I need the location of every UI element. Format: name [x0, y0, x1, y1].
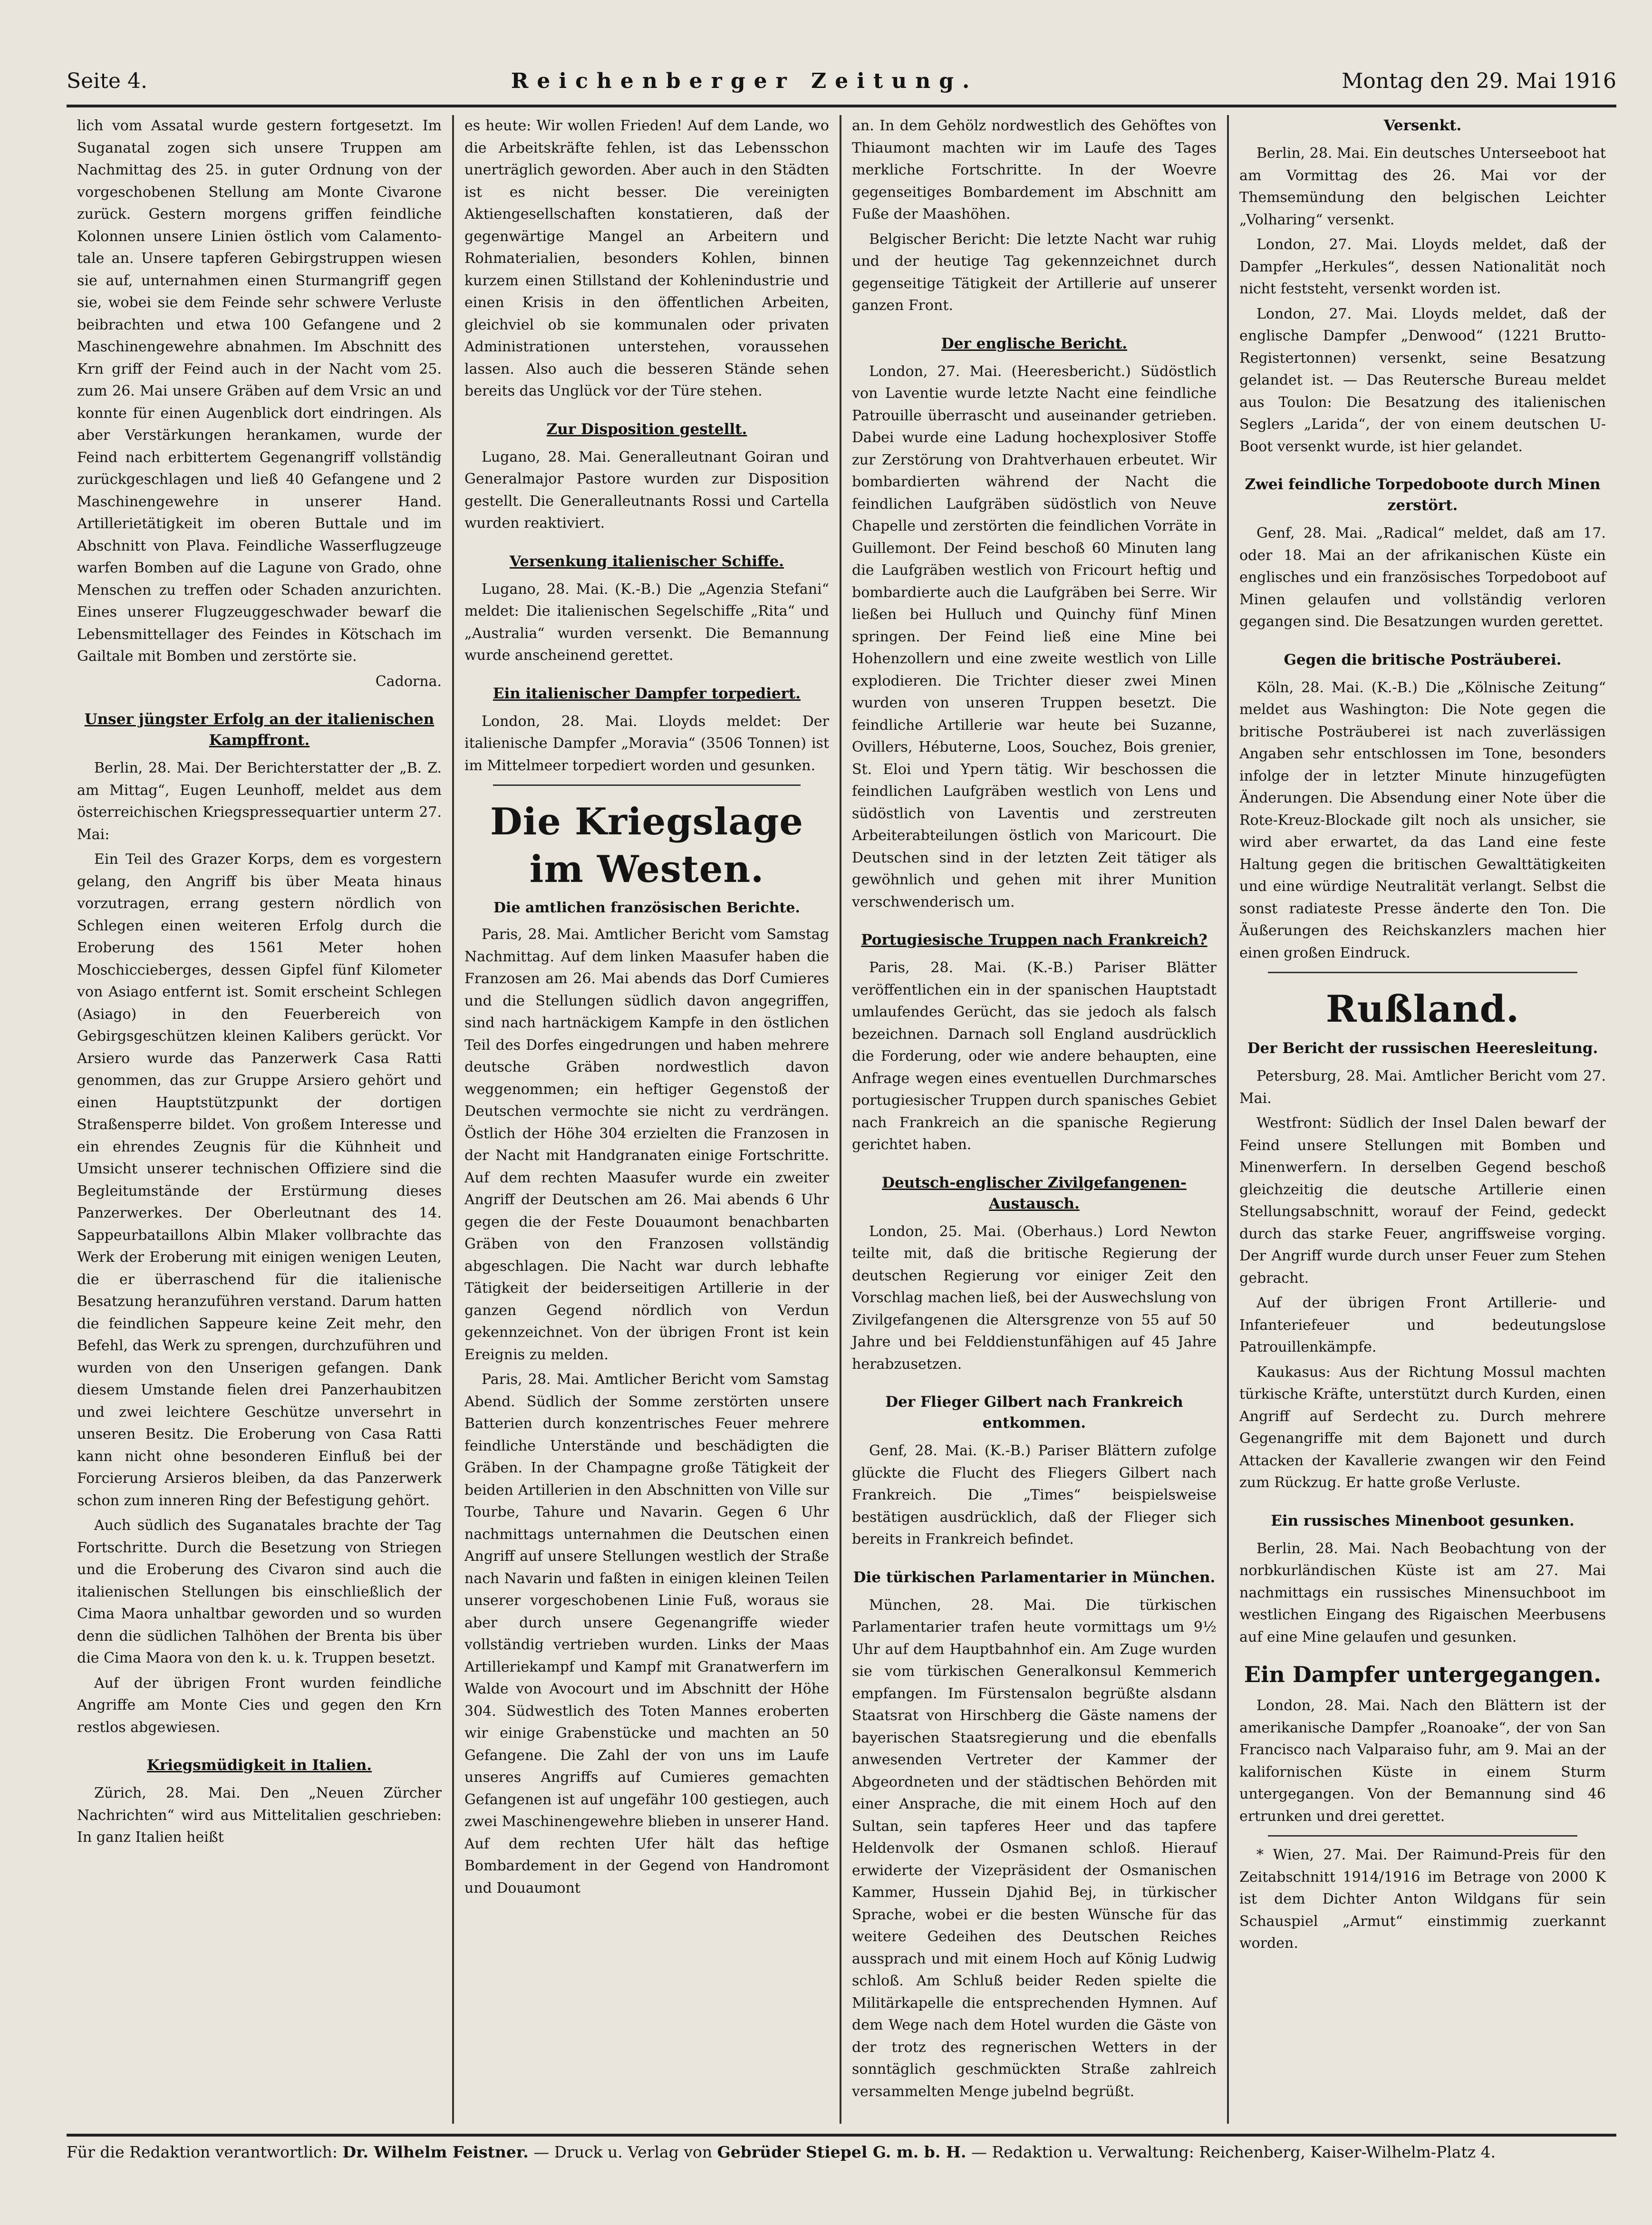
article-paragraph: Auf der übrigen Front wurden feindliche Angriffe am Monte Cies und gegen den Krn restlos abgewiesen. [77, 1674, 442, 1736]
article-paragraph: Auf der übrigen Front Artillerie- und Infanteriefeuer und bedeutungslose Patrouillenkämpfe. [1239, 1295, 1606, 1355]
article-paragraph: Ein Teil des Grazer Korps, dem es vorgestern gelang, den Angriff bis über Meata hinaus vorzutragen, errang gestern nördlich von Schlegen einen weiteren Erfolg durch die Eroberung des 1561 Meter hohen Moschiccieberges, dessen Gipfel fünf Kilometer von Asiago entfernt ist. Somit erscheint Schlegen (Asiago) in den Feuerbereich von Gebirgsgeschützen kleinen Kalibers gerückt. Vor Arsiero wurde das Panzerwerk Casa Ratti genommen, das zur Gruppe Arsiero gehört und einen Hauptstützpunkt der dortigen Straßensperre bildet. Von großem Interesse und ein ehrendes Zeugnis für die Kühnheit und Umsicht unserer technischen Offiziere sind die Begleitumstände der Erstürmung dieses Panzerwerkes. Der Oberleutnant des 14. Sappeurbataillons Albin Mlaker vollbrachte das Werk der Eroberung mit einigen wenigen Leuten, die er überraschend für die italienische Besatzung heranzuführen verstand. Darum hatten die feindlichen Sappeure keine Zeit mehr, den Befehl, das Werk zu sprengen, durchzuführen und wurden von den Unserigen gefangen. Dank diesem Umstande fielen drei Panzerhaubitzen und zwei leichtere Geschütze unversehrt in unseren Besitz. Die Eroberung von Casa Ratti kann nicht ohne besonderen Einfluß bei der Forcierung Arsieros bleiben, da das Panzerwerk schon zum inneren Ring der Befestigung gehört. [77, 851, 442, 1509]
article-paragraph: Genf, 28. Mai. (K.-B.) Pariser Blättern zufolge glückte die Flucht des Fliegers Gilbert nach Frankreich. Die „Times“ beispielsweise bestätigen ausdrücklich, daß der Flieger sich bereits in Frankreich befindet. [852, 1442, 1217, 1548]
section-divider [1268, 1835, 1577, 1837]
article-paragraph: London, 27. Mai. (Heeresbericht.) Südöstlich von Laventie wurde letzte Nacht eine feindliche Patrouille überrascht und auseinander getrieben. Dabei wurde eine Ladung hochexplosiver Stoffe zur Zerstörung von Drahtverhauen erbeutet. Wir bombardierten während der Nacht die feindlichen Laufgräben südöstlich von Neuve Chapelle und zerstörten die feindlichen Vorräte in Guillemont. Der Feind beschoß 60 Minuten lang die Laufgräben westlich von Fricourt heftig und bombardierte auch die Laufgräben bei Serre. Wir ließen bei Hulluch und Quinchy fünf Minen springen. Der Feind ließ eine Mine bei Hohenzollern und eine zweite westlich von Lille explodieren. Die Trichter dieser zwei Minen wurden von unseren Truppen besetzt. Die feindliche Artillerie war heute bei Suzanne, Ovillers, Hébuterne, Loos, Souchez, Bois grenier, St. Eloi und Ypern tätig. Wir beschossen die feindlichen Laufgräben westlich von Lens und südöstlich von Laventis und zerstreuten Arbeiterabteilungen östlich von Maricourt. Die Deutschen sind in der letzten Zeit tätiger als gewöhnlich und gehen mit ihrer Munition verschwenderisch um. [852, 363, 1217, 910]
section-divider [493, 784, 801, 786]
article-paragraph: Berlin, 28. Mai. Ein deutsches Unterseeboot hat am Vormittag des 26. Mai vor der Themsemündung den belgischen Leichter „Volharing“ versenkt. [1239, 145, 1606, 228]
article-headline: Zwei feindliche Torpedoboote durch Minen zerstört. [1245, 476, 1601, 514]
column-3 [841, 115, 1229, 2124]
article-paragraph: London, 27. Mai. Lloyds meldet, daß der Dampfer „Herkules“, dessen Nationalität noch nicht feststeht, versenkt worden ist. [1239, 236, 1606, 297]
article-paragraph: Genf, 28. Mai. „Radical“ meldet, daß am 17. oder 18. Mai an der afrikanischen Küste ein englisches und ein französisches Torpedoboot auf Minen gelaufen und vollständig verloren gegangen sind. Die Besatzungen wurden gerettet. [1239, 525, 1606, 630]
article-paragraph: Berlin, 28. Mai. Nach Beobachtung von der norbkurländischen Küste ist am 27. Mai nachmittags ein russisches Minensuchboot im westlichen Eingang des Rigaischen Meerbusens auf eine Mine gelaufen und gesunken. [1239, 1540, 1606, 1645]
columns [67, 115, 1616, 2124]
article-paragraph: lich vom Assatal wurde gestern fortgesetzt. Im Suganatal zogen sich unsere Truppen am Nachmittag des 25. in guter Ordnung von der vorgeschobenen Stellung am Monte Civarone zurück. Gestern morgens griffen feindliche Kolonnen unsere Linien östlich vom Calamento-tale an. Unsere tapferen Gebirgstruppen wiesen sie auf, unternahmen einen Sturmangriff gegen sie, wobei sie dem Feinde sehr schwere Verluste beibrachten und etwa 100 Gefangene und 2 Maschinengewehre abnahmen. Im Abschnitt des Krn griff der Feind auch in der Nacht vom 25. zum 26. Mai unsere Gräben auf dem Vrsic an und konnte für einen Augenblick dort eindringen. Als aber Verstärkungen herankamen, wurde der Feind nach erbittertem Gegenangriff vollständig zurückgeschlagen und ließ 40 Gefangene und 2 Maschinengewehre in unserer Hand. Artillerietätigkeit im oberen Buttale und im Abschnitt von Plava. Feindliche Wasserflugzeuge warfen Bomben auf die Lagune von Grado, ohne Menschen zu treffen oder Schaden anzurichten. Eines unserer Flugzeuggeschwader bewarf die Lebensmittellager des Feindes in Kötschach im Gailtale mit Bomben und zerstörte sie. [77, 117, 442, 665]
article-headline: Versenkung italienischer Schiffe. [509, 552, 784, 570]
article-paragraph: Kaukasus: Aus der Richtung Mossul machten türkische Kräfte, unterstützt durch Kurden, einen Angriff auf Serdecht zu. Durch mehrere Gegenangriffe mit dem Bajonett und durch Attacken der Kavallerie zwangen wir den Feind zum Rückzug. Er hatte große Verluste. [1239, 1364, 1606, 1491]
newspaper-title: Reichenberger Zeitung. [511, 68, 978, 93]
column-1 [67, 115, 454, 2124]
article-headline: Portugiesische Truppen nach Frankreich? [861, 931, 1208, 948]
section-headline-west: Die Kriegslage im Westen. [490, 800, 803, 891]
article-paragraph: an. In dem Gehölz nordwestlich des Gehöftes von Thiaumont machten wir im Laufe des Tages merkliche Fortschritte. In der Woevre gegenseitiges Bombardement im Abschnitt am Fuße der Maashöhen. [852, 117, 1217, 222]
issue-date: Montag den 29. Mai 1916 [1342, 68, 1616, 93]
newspaper-page [67, 57, 1616, 2187]
article-paragraph: Berlin, 28. Mai. Der Berichterstatter der „B. Z. am Mittag“, Eugen Leunhoff, meldet aus dem österreichischen Kriegspressequartier unterm 27. Mai: [77, 760, 442, 843]
article-headline: Kriegsmüdigkeit in Italien. [146, 1757, 372, 1774]
column-2 [454, 115, 841, 2124]
article-paragraph: * Wien, 27. Mai. Der Raimund-Preis für den Zeitabschnitt 1914/1916 im Betrage von 2000 K ist dem Dichter Anton Wildgans für sein Schauspiel „Armut“ einstimmig zuerkannt worden. [1239, 1847, 1606, 1952]
article-headline: Der Flieger Gilbert nach Frankreich entkommen. [885, 1393, 1183, 1432]
article-paragraph: Lugano, 28. Mai. Generalleutnant Goiran und Generalmajor Pastore wurden zur Disposition gestellt. Die Generalleutnants Rossi und Cartella wurden reaktiviert. [464, 448, 829, 532]
section-divider [1268, 972, 1577, 973]
section-subheadline: Die amtlichen französischen Berichte. [493, 900, 800, 916]
column-4 [1229, 115, 1616, 2124]
page-number: Seite 4. [67, 68, 147, 93]
article-paragraph: Petersburg, 28. Mai. Amtlicher Bericht vom 27. Mai. [1239, 1068, 1606, 1107]
article-paragraph: Westfront: Südlich der Insel Dalen bewarf der Feind unsere Stellungen mit Bomben und Minenwerfern. In derselben Gegend beschoß gleichzeitig die deutsche Artillerie einen Stellungsabschnitt, worauf der Feind, gedeckt durch das starke Feuer, angriffsweise vorging. Der Angriff wurde durch unser Feuer zum Stehen gebracht. [1239, 1115, 1606, 1287]
imprint-print: — Druck u. Verlag von [533, 2143, 713, 2161]
article-headline: Zur Disposition gestellt. [546, 420, 747, 438]
article-headline: Unser jüngster Erfolg an der italienischen Kampffront. [84, 711, 435, 749]
masthead [67, 57, 1616, 107]
article-paragraph: Auch südlich des Suganatales brachte der Tag Fortschritte. Durch die Besetzung von Striegen und die Eroberung des Civaron sind auch die italienischen Stellungen bis einschließlich der Cima Maora unhaltbar geworden und so wurden denn die südlichen Talhöhen der Brenta bis über die Cima Maora von den k. u. k. Truppen besetzt. [77, 1517, 442, 1666]
article-headline: Ein russisches Minenboot gesunken. [1271, 1512, 1575, 1529]
article-paragraph: Köln, 28. Mai. (K.-B.) Die „Kölnische Zeitung“ meldet aus Washington: Die Note gegen die britische Posträuberei ist nach zuverlässigen Angaben sehr entschlossen im Tone, besonders infolge der in letzter Minute hinzugefügten Änderungen. Die Absendung einer Note über die Rote-Kreuz-Blockade gilt noch als unsicher, sie wird aber erwartet, da das Land eine feste Haltung gegen die britischen Gewalttätigkeiten und eine würdige Neutralität verlangt. Selbst die sonst radiateste Presse änderte den Ton. Die Äußerungen des Reichskanzlers machen hier einen großen Eindruck. [1239, 679, 1606, 961]
article-paragraph: München, 28. Mai. Die türkischen Parlamentarier trafen heute vormittags um 9½ Uhr auf dem Hauptbahnhof ein. Am Zuge wurden sie vom türkischen Generalkonsul Kemmerich empfangen. Im Fürstensalon begrüßte alsdann Staatsrat von Hirschberg die Gäste namens der bayerischen Staatsregierung und die ebenfalls anwesenden Vertreter der Kammer der Abgeordneten und der städtischen Behörden mit einer Ansprache, die mit einem Hoch auf den Sultan, sein tapferes Heer und das tapfere Heldenvolk der Osmanen schloß. Hierauf erwiderte der Vizepräsident der Osmanischen Kammer, Hussein Djahid Bej, in türkischer Sprache, wobei er die besten Wünsche für das weitere Gedeihen des Deutschen Reiches aussprach und mit einem Hoch auf König Ludwig schloß. Am Schluß beider Reden spielte die Militärkapelle die entsprechenden Hymnen. Auf dem Wege nach dem Hotel wurden die Gäste von der trotz des regnerischen Wetters in der sonntäglich geschmückten Straße zahlreich versammelten Menge jubelnd begrüßt. [852, 1596, 1217, 2100]
article-headline: Der Bericht der russischen Heeresleitung. [1247, 1040, 1598, 1057]
article-paragraph: Belgischer Bericht: Die letzte Nacht war ruhig und der heutige Tag gekennzeichnet durch gegenseitige Tätigkeit der Artillerie auf unserer ganzen Front. [852, 231, 1217, 314]
imprint-footer [67, 2134, 1616, 2170]
article-headline: Der englische Bericht. [941, 335, 1128, 352]
article-paragraph: Paris, 28. Mai. Amtlicher Bericht vom Samstag Abend. Südlich der Somme zerstörten unsere Batterien durch konzentrisches Feuer mehrere feindliche Unterstände und beschädigten die Gräben. In der Champagne große Tätigkeit der beiden Artillerien in den Abschnitten von Ville sur Tourbe, Tahure und Navarin. Gegen 6 Uhr nachmittags unternahmen die Deutschen einen Angriff auf unsere Stellungen westlich der Straße nach Navarin und faßten in einigen kleinen Teilen unserer vorgeschobenen Linie Fuß, woraus sie aber durch unsere Gegenangriffe wieder vollständig vertrieben wurden. Links der Maas Artilleriekampf und Kampf mit Granatwerfern im Walde von Avocourt und im Abschnitt der Höhe 304. Südwestlich des Toten Mannes eroberten wir einige Grabenstücke und machten an 50 Gefangene. Die Zahl der von uns im Laufe unseres Angriffs auf Cumieres gemachten Gefangenen ist auf ungefähr 100 gestiegen, auch zwei Maschinengewehre blieben in unserer Hand. Auf dem rechten Ufer hält das heftige Bombardement in der Gegend von Handromont und Douaumont [464, 1371, 829, 1896]
section-headline-russia: Rußland. [1325, 987, 1520, 1031]
article-signature: Cadorna. [375, 673, 442, 690]
imprint-address: — Redaktion u. Verwaltung: Reichenberg, Kaiser-Wilhelm-Platz 4. [971, 2143, 1496, 2161]
article-headline: Gegen die britische Posträuberei. [1284, 651, 1562, 668]
article-paragraph: Paris, 28. Mai. (K.-B.) Pariser Blätter veröffentlichen ein in der spanischen Hauptstadt umlaufendes Gerücht, das sie jedoch als falsch bezeichnen. Darnach soll England ausdrücklich die Forderung, oder wie andere behaupten, eine Anfrage wegen eines eventuellen Durchmarsches portugiesischer Truppen durch spanisches Gebiet nach Frankreich an die spanische Regierung gerichtet haben. [852, 959, 1217, 1153]
article-paragraph: Paris, 28. Mai. Amtlicher Bericht vom Samstag Nachmittag. Auf dem linken Maasufer haben die Franzosen am 26. Mai abends das Dorf Cumieres und die Stellungen südlich davon angegriffen, sind nach hartnäckigem Kampfe in den östlichen Teil des Dorfes eingedrungen und haben mehrere deutsche Gräben nordwestlich davon weggenommen; ein heftiger Gegenstoß der Deutschen vermochte sie nicht zu verdrängen. Östlich der Höhe 304 erzielten die Franzosen in der Nacht mit Handgranaten einige Fortschritte. Auf dem rechten Maasufer wurde ein zweiter Angriff der Deutschen am 26. Mai abends 6 Uhr gegen die der Feste Douaumont benachbarten Gräben von den Franzosen vollständig abgeschlagen. Die Nacht war durch lebhafte Tätigkeit der beiderseitigen Artillerie in der ganzen Gegend nördlich von Verdun gekennzeichnet. Von der übrigen Front ist kein Ereignis zu melden. [464, 926, 829, 1363]
imprint-publisher: Gebrüder Stiepel G. m. b. H. [717, 2143, 966, 2161]
article-paragraph: London, 28. Mai. Nach den Blättern ist der amerikanische Dampfer „Roanoake“, der von San Francisco nach Valparaiso fuhr, am 9. Mai an der kalifornischen Küste in einem Sturm untergegangen. Von der Bemannung sind 46 ertrunken und drei gerettet. [1239, 1697, 1606, 1825]
article-headline: Versenkt. [1383, 117, 1462, 134]
article-paragraph: es heute: Wir wollen Frieden! Auf dem Lande, wo die Arbeitskräfte fehlen, ist das Lebensschon unerträglich geworden. Aber auch in den Städten ist es nicht besser. Die vereinigten Aktiengesellschaften konstatieren, daß der gegenwärtige Mangel an Arbeitern und Rohmaterialien, besonders Kohlen, binnen kurzem einen Stillstand der Kohlenindustrie und einen Krisis in den öffentlichen Arbeiten, gleichviel ob sie kommunalen oder privaten Administrationen unterstehen, voraussehen lassen. Also auch die besseren Stände sehen bereits das Unglück vor der Türe stehen. [464, 117, 829, 399]
article-paragraph: London, 27. Mai. Lloyds meldet, daß der englische Dampfer „Denwood“ (1221 Brutto-Registertonnen) versenkt, seine Besatzung gelandet ist. — Das Reutersche Bureau meldet aus Toulon: Die Besatzung des italienischen Seglers „Larida“, der von einem deutschen U-Boot versenkt wurde, ist hier gelandet. [1239, 305, 1606, 455]
article-headline: Die türkischen Parlamentarier in München. [853, 1568, 1216, 1586]
section-headline-steamer: Ein Dampfer untergegangen. [1244, 1662, 1602, 1687]
article-paragraph: Lugano, 28. Mai. (K.-B.) Die „Agenzia Stefani“ meldet: Die italienischen Segelschiffe „Rita“ und „Australia“ wurden versenkt. Die Bemannung wurde anscheinend gerettet. [464, 580, 829, 664]
article-headline: Deutsch-englischer Zivilgefangenen-Austausch. [882, 1174, 1187, 1212]
article-paragraph: London, 25. Mai. (Oberhaus.) Lord Newton teilte mit, daß die britische Regierung der deutschen Regierung vor einiger Zeit den Vorschlag machen ließ, bei der Auswechslung von Zivilgefangenen die Altersgrenze von 55 auf 50 Jahre und bei Felddienstunfähigen auf 45 Jahre herabzusetzen. [852, 1223, 1217, 1373]
article-paragraph: London, 28. Mai. Lloyds meldet: Der italienische Dampfer „Moravia“ (3506 Tonnen) ist im Mittelmeer torpediert worden und gesunken. [464, 713, 829, 774]
article-paragraph: Zürich, 28. Mai. Den „Neuen Zürcher Nachrichten“ wird aus Mittelitalien geschrieben: In ganz Italien heißt [77, 1785, 442, 1846]
article-headline: Ein italienischer Dampfer torpediert. [493, 685, 801, 702]
imprint-editor: Dr. Wilhelm Feistner. [342, 2143, 529, 2161]
imprint-lead: Für die Redaktion verantwortlich: [67, 2143, 338, 2161]
